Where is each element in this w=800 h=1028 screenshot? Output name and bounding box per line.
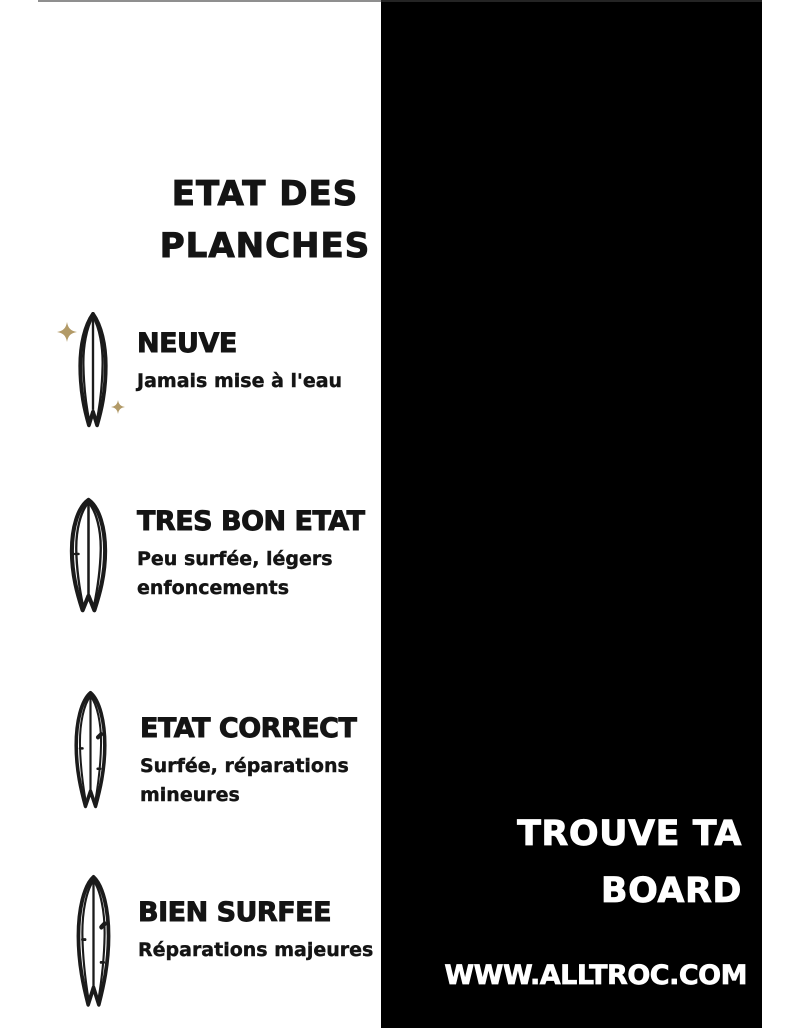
panel-headline: [517, 806, 742, 920]
condition-description: Surfée, réparations mineures: [140, 755, 349, 806]
surfboard-minor-repairs-icon: [72, 690, 109, 812]
page-title-line2: PLANCHES: [159, 226, 371, 266]
side-panel: [381, 0, 762, 1028]
surfboard-major-repairs-icon: [74, 874, 113, 1011]
page-title: [85, 168, 445, 272]
condition-title: NEUVE: [137, 328, 237, 359]
sparkle-icon: [57, 322, 77, 342]
condition-description: Réparations majeures: [138, 939, 374, 961]
condition-section-etat-correct: [140, 713, 356, 810]
panel-headline-line2: BOARD: [600, 871, 742, 911]
condition-section-tres-bon-etat: [137, 506, 365, 603]
panel-headline-line1: TROUVE TA: [517, 814, 742, 854]
surfboard-light-wear-icon: [67, 497, 110, 616]
condition-title: ETAT CORRECT: [140, 713, 357, 744]
condition-section-bien-surfee: [138, 897, 373, 965]
condition-description: Jamais mise à l'eau: [137, 370, 343, 392]
website-link[interactable]: WWW.ALLTROC.COM: [444, 960, 747, 991]
condition-title: TRES BON ETAT: [137, 506, 365, 537]
page-title-line1: ETAT DES: [171, 174, 359, 214]
top-border-light: [38, 0, 381, 2]
top-border-dark: [381, 0, 762, 2]
right-margin: [762, 0, 800, 1028]
sparkle-icon: [111, 400, 125, 414]
surfboard-new-icon: [73, 312, 113, 429]
condition-title: BIEN SURFEE: [138, 897, 332, 928]
condition-description: Peu surfée, légers enfoncements: [137, 548, 333, 599]
condition-section-neuve: [137, 328, 342, 396]
